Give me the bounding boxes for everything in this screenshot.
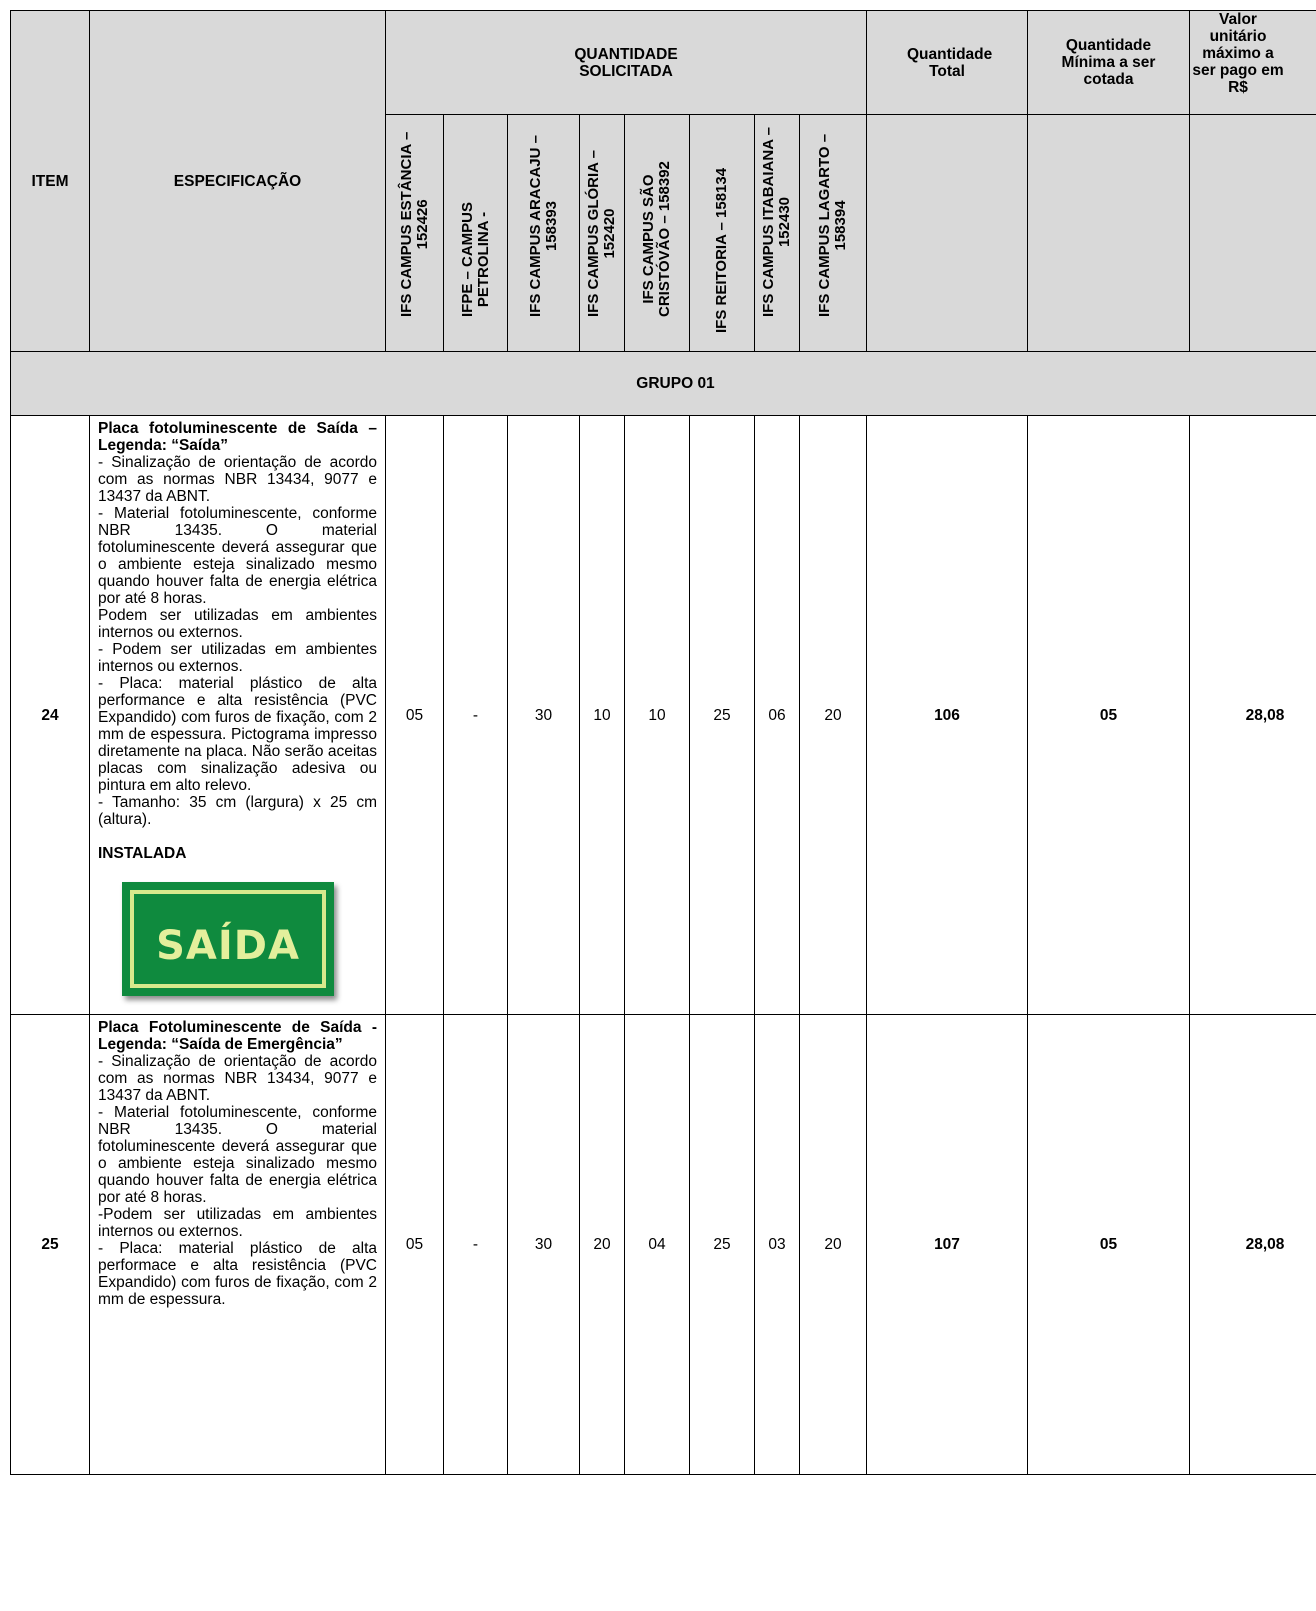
qty-aracaju: 30 [508, 416, 580, 1015]
exit-sign-image [122, 882, 334, 996]
qty-gloria: 10 [580, 416, 625, 1015]
group-label: GRUPO 01 [11, 352, 1316, 416]
campus-header-aracaju [508, 115, 580, 352]
unit-price: 28,08 [1190, 416, 1316, 1015]
qty-itabaiana: 06 [755, 416, 800, 1015]
campus-sao-cristovao-line1: IFS CAMPUS SÃO [640, 174, 657, 304]
campus-petrolina-line2: PETROLINA - [474, 211, 492, 308]
qty-estancia: 05 [386, 1015, 444, 1475]
table-row [11, 1015, 1316, 1475]
spec-paragraph: Podem ser utilizadas em ambientes internos ou externos. [98, 607, 377, 641]
qty-total: 106 [867, 416, 1028, 1015]
campus-header-sao-cristovao [625, 115, 690, 352]
campus-header-itabaiana [755, 115, 800, 352]
header-valor-blank [1190, 115, 1316, 352]
header-quantidade-minima [1028, 11, 1190, 115]
spec-title: Placa fotoluminescente de Saída – Legenda: “Saída” [98, 420, 377, 454]
campus-header-gloria [580, 115, 625, 352]
campus-aracaju-line2: 158393 [542, 200, 560, 252]
header-total-blank [867, 115, 1028, 352]
campus-estancia-line2: 152426 [413, 199, 431, 250]
specification-cell [90, 1015, 386, 1475]
qty-petrolina: - [444, 1015, 508, 1475]
item-number: 24 [11, 416, 90, 1015]
quantidade-total-label: Quantidade Total [907, 45, 993, 80]
installed-label: INSTALADA [98, 845, 187, 862]
quantidade-minima-label: Quantidade Mínima a ser cotada [1061, 37, 1156, 88]
header-quantidade-solicitada [386, 11, 867, 115]
campus-header-petrolina [444, 115, 508, 352]
qty-sao-cristovao: 10 [625, 416, 690, 1015]
campus-header-lagarto [800, 115, 867, 352]
campus-petrolina-line1: IFPE – CAMPUS [458, 201, 476, 317]
spec-paragraph: - Podem ser utilizadas em ambientes internos ou externos. [98, 641, 377, 675]
header-minima-blank [1028, 115, 1190, 352]
header-item: ITEM [11, 11, 90, 352]
campus-gloria-line2: 152420 [601, 208, 618, 259]
items-table [10, 10, 1316, 1475]
valor-unitario-label: Valor unitário máximo a ser pago em R$ [1192, 11, 1284, 96]
spec-paragraph: - Placa: material plástico de alta performance e alta resistência (PVC Expandido) com furos de fixação, com 2 mm de espessura. Pictograma impresso diretamente na placa. Não serão aceitas placas com sinalização adesiva ou pintura em alto relevo. [98, 675, 377, 794]
campus-header-reitoria [690, 115, 755, 352]
campus-header-estancia [386, 115, 444, 352]
campus-gloria-line1: IFS CAMPUS GLÓRIA – [585, 150, 602, 317]
spec-title: Placa Fotoluminescente de Saída - Legenda: “Saída de Emergência” [98, 1019, 377, 1053]
spec-paragraph: - Sinalização de orientação de acordo com as normas NBR 13434, 9077 e 13437 da ABNT. [98, 454, 377, 505]
spec-paragraph: -Podem ser utilizadas em ambientes internos ou externos. [98, 1206, 377, 1240]
campus-reitoria-line1: IFS REITORIA – 158134 [713, 167, 730, 333]
campus-sao-cristovao-line2: CRISTÓVÃO – 158392 [656, 161, 673, 317]
qty-lagarto: 20 [800, 1015, 867, 1475]
campus-lagarto-line1: IFS CAMPUS LAGARTO – [816, 133, 833, 317]
qty-estancia: 05 [386, 416, 444, 1015]
campus-lagarto-line2: 158394 [832, 200, 849, 251]
qty-itabaiana: 03 [755, 1015, 800, 1475]
qty-petrolina: - [444, 416, 508, 1015]
spec-paragraph: - Sinalização de orientação de acordo com as normas NBR 13434, 9077 e 13437 da ABNT. [98, 1053, 377, 1104]
quantidade-solicitada-label: QUANTIDADE SOLICITADA [574, 45, 678, 80]
spec-paragraph: - Material fotoluminescente, conforme NBR 13435. O material fotoluminescente deverá assegurar que o ambiente esteja sinalizado mesmo quando houver falta de energia elétrica por até 8 horas. [98, 1104, 377, 1206]
qty-gloria: 20 [580, 1015, 625, 1475]
spec-paragraph: - Placa: material plástico de alta performace e alta resistência (PVC Expandido) com furos de fixação, com 2 mm de espessura. [98, 1240, 377, 1308]
unit-price: 28,08 [1190, 1015, 1316, 1475]
campus-estancia-line1: IFS CAMPUS ESTÂNCIA – [397, 131, 415, 317]
qty-minima: 05 [1028, 416, 1190, 1015]
qty-aracaju: 30 [508, 1015, 580, 1475]
qty-sao-cristovao: 04 [625, 1015, 690, 1475]
qty-reitoria: 25 [690, 416, 755, 1015]
exit-sign-text: SAÍDA [156, 922, 300, 969]
table-row [11, 416, 1316, 1015]
spec-paragraph: - Material fotoluminescente, conforme NBR 13435. O material fotoluminescente deverá assegurar que o ambiente esteja sinalizado mesmo quando houver falta de energia elétrica por até 8 horas. [98, 505, 377, 607]
campus-itabaiana-line1: IFS CAMPUS ITABAIANA – [760, 126, 777, 317]
campus-itabaiana-line2: 152430 [776, 196, 793, 248]
header-quantidade-total [867, 11, 1028, 115]
header-especificacao: ESPECIFICAÇÃO [90, 11, 386, 352]
campus-aracaju-line1: IFS CAMPUS ARACAJU – [526, 135, 544, 317]
qty-total: 107 [867, 1015, 1028, 1475]
header-valor-unitario [1190, 11, 1316, 115]
specification-cell [90, 416, 386, 1015]
qty-lagarto: 20 [800, 416, 867, 1015]
spec-paragraph: - Tamanho: 35 cm (largura) x 25 cm (altura). [98, 794, 377, 828]
item-number: 25 [11, 1015, 90, 1475]
qty-reitoria: 25 [690, 1015, 755, 1475]
qty-minima: 05 [1028, 1015, 1190, 1475]
